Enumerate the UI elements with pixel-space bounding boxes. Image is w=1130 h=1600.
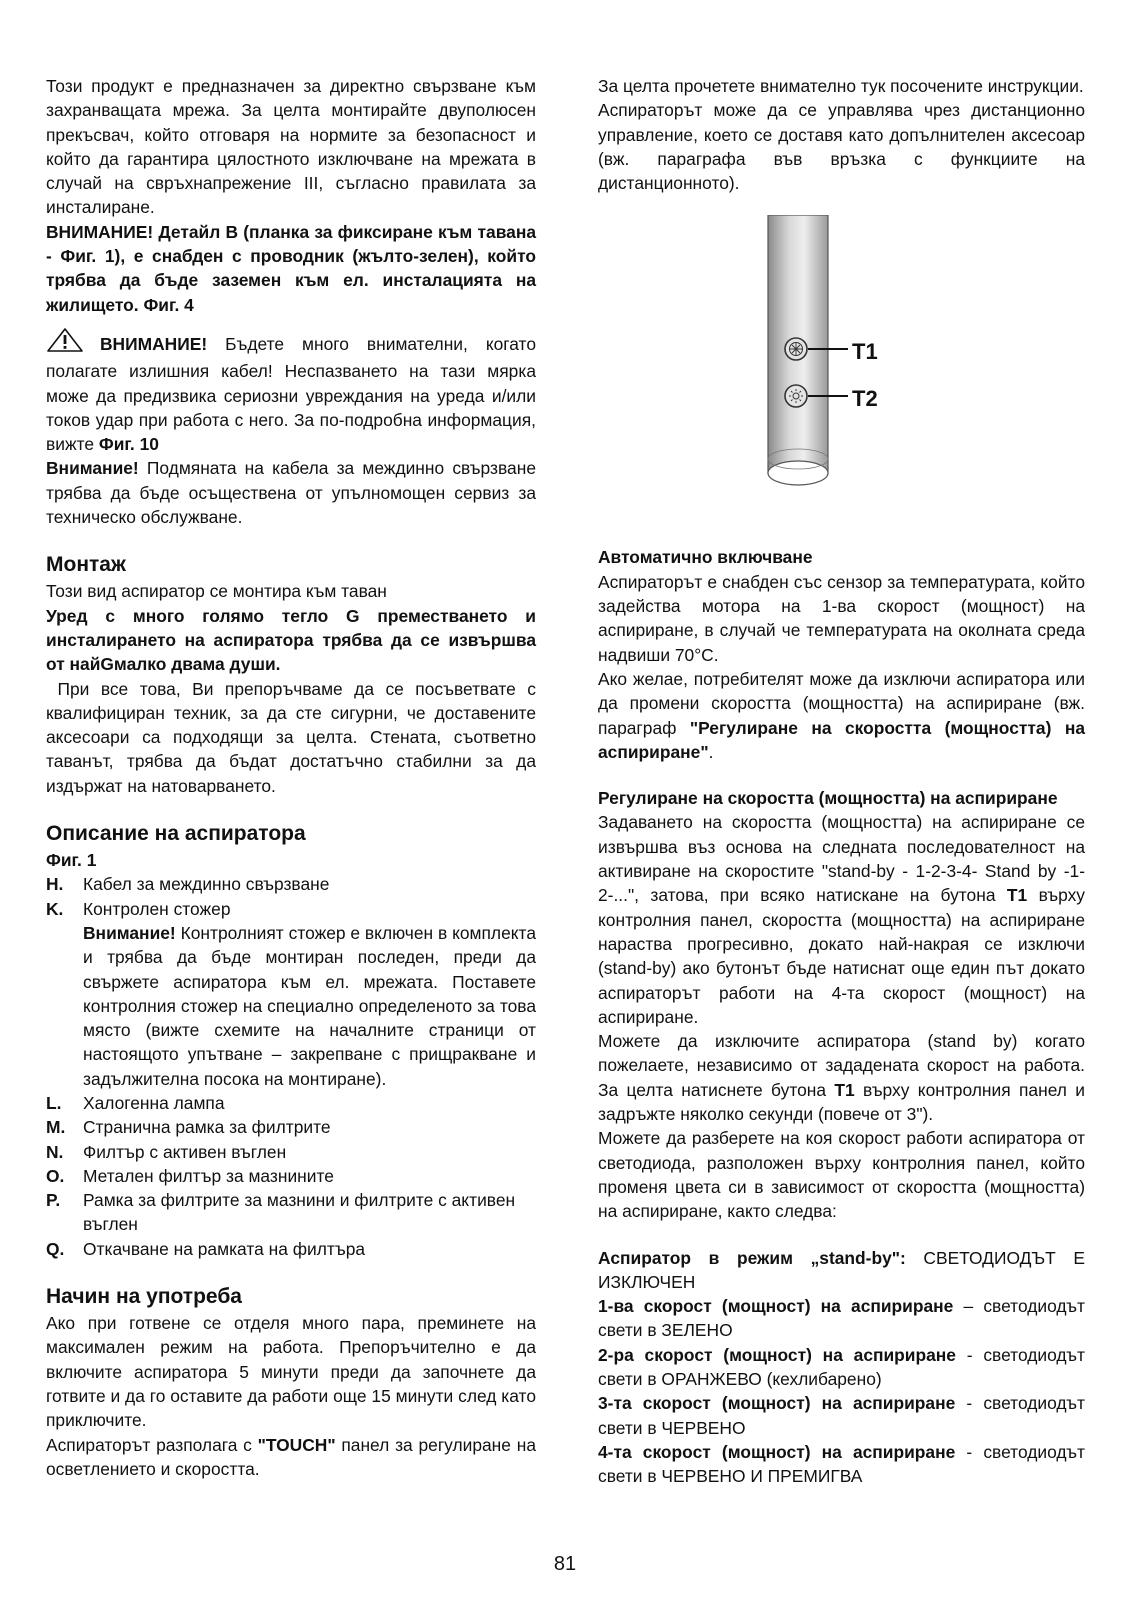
item-text: Контролен стожер <box>83 898 231 919</box>
touch-panel-paragraph <box>46 1433 536 1482</box>
list-item <box>46 1091 536 1115</box>
list-item <box>46 1140 536 1164</box>
cable-replacement-text: Подмяната на кабела за междинно свързване трябва да бъде осъществена от упълномощен сервиз за техническо обслужване. <box>46 458 536 528</box>
mode-lead: 3-та скорост (мощност) на аспириране <box>598 1393 956 1414</box>
item-key: L. <box>46 1092 62 1113</box>
fan-button-icon <box>785 338 807 360</box>
led-paragraph: Можете да разберете на коя скорост работи аспиратора от светодиода, разположен върху контролния панел, който променя цвета си в зависимост от скоростта (мощността) на аспириране, както следва: <box>598 1128 1085 1222</box>
item-key: Q. <box>46 1238 65 1259</box>
mode-lead: 4-та скорост (мощност) на аспириране <box>598 1441 956 1462</box>
control-stalk-note-text: Контролният стожер е включен в комплекта и трябва да бъде монтиран последен, преди да свържете аспиратора към ел. мрежата. Поставете контролния стожер на специално определеното за това място (вижте схемите на началните страници от настоящото упътване – закрепване с прищракване и задължителна посока на монтиране). <box>83 922 536 1089</box>
list-item <box>46 897 536 921</box>
standby-text-a: Можете да изключите аспиратора (stand by) когато пожелаете, независимо от зададената скорост на работа. За целта натиснете бутона <box>598 1031 1085 1100</box>
mode-item <box>598 1343 1085 1392</box>
t2-label: T2 <box>852 386 878 412</box>
auto-off-text-c: . <box>708 741 714 762</box>
remote-control-paragraph: Аспираторът може да се управлява чрез дистанционно управление, което се доставя като допълнителен аксесоар (вж. параграфа във връзка с функциите на дистанционното). <box>598 100 1085 194</box>
item-text: Метален филтър за мазнините <box>83 1165 334 1186</box>
cable-warning-text: Бъдете много внимателни, когато полагате излишния кабел! Неспазването на тази мярка може да предизвика сериозни увреждания на уреда и/или токов удар при работа с него. За по-подробна информация, вижте <box>46 333 536 455</box>
component-list <box>46 872 536 921</box>
auto-on-paragraph: Аспираторът е снабден със сензор за температурата, който задейства мотора на 1-ва скорост (мощност) на аспириране, в случай че температурата на околната среда надвиши 70°C. <box>598 571 1085 665</box>
item-text: Откачване на рамката на филтъра <box>83 1238 366 1259</box>
mode-item <box>598 1294 1085 1343</box>
warning-triangle-icon <box>46 327 84 359</box>
component-list-continued <box>46 1091 536 1261</box>
mode-item <box>598 1246 1085 1295</box>
list-item <box>46 1164 536 1188</box>
page-number: 81 <box>553 1553 577 1575</box>
item-key: P. <box>46 1190 61 1211</box>
speed-sequence-button: T1 <box>1006 885 1028 906</box>
auto-on-title: Автоматично включване <box>598 547 813 568</box>
usage-paragraph: Ако при готвене се отделя много пара, преминете на максимален режим на работа. Препоръчително е да включите аспиратора 5 минути преди да започнете да готвите и да го оставите да работи още 15 минути след като приключите. <box>46 1313 536 1431</box>
cable-replacement-note <box>46 456 536 529</box>
speed-sequence-paragraph <box>598 810 1085 1029</box>
item-text: Кабел за междинно свързване <box>83 874 330 895</box>
speed-sequence-text-c: върху контролния панел, скоростта (мощността) на аспириране нараства прогресивно, докато най-накрая се изключи (stand-by) ако бутонът бъде натиснат още един път докато аспираторът работи на 4-та скорост (мощност) на аспириране. <box>598 885 1085 1027</box>
cable-replacement-lead: Внимание! <box>46 458 139 479</box>
speed-regulation-title: Регулиране на скоростта (мощността) на аспириране <box>598 788 1058 809</box>
montazh-weight-warning: Уред с много голямо тегло G преместването и инсталирането на аспиратора трябва да се извършва от найGмалко двама души. <box>46 605 536 675</box>
mode-text: - светодиодът свети в ЧЕРВЕНО <box>598 1393 1085 1438</box>
item-key: O. <box>46 1165 65 1186</box>
item-text: Халогенна лампа <box>83 1092 225 1113</box>
montazh-intro: Този вид аспиратор се монтира към таван <box>46 581 387 602</box>
item-key: H. <box>46 874 64 895</box>
mode-text: – светодиодът свети в ЗЕЛЕНО <box>598 1296 1085 1341</box>
item-key: K. <box>46 898 64 919</box>
item-key: M. <box>46 1117 66 1138</box>
mode-item <box>598 1391 1085 1440</box>
mode-text: СВЕТОДИОДЪТ Е ИЗКЛЮЧЕН <box>598 1247 1085 1292</box>
cable-warning <box>46 327 536 456</box>
standby-text-c: върху контролния панел и задръжте няколко секунди (повече от 3"). <box>598 1079 1085 1125</box>
list-item <box>46 1115 536 1139</box>
list-item <box>46 872 536 896</box>
mode-text: - светодиодът свети в ЧЕРВЕНО И ПРЕМИГВА <box>598 1441 1085 1487</box>
auto-off-paragraph <box>598 667 1085 764</box>
touch-panel-text-a: Аспираторът разполага с <box>46 1434 258 1455</box>
cable-warning-fig: Фиг. 10 <box>98 434 159 455</box>
touch-panel-text-c: панел за регулиране на осветлението и скоростта. <box>46 1434 536 1479</box>
montazh-advice: При все това, Ви препоръчваме да се посъветвате с квалифициран техник, за да сте сигурни, че доставените аксесоари са подходящи за целта. Стената, съответно таванът, трябва да бъдат достатъчно стабилни за да издържат на натоварването. <box>46 678 541 796</box>
t1-label: T1 <box>852 339 878 365</box>
mode-lead: 2-ра скорост (мощност) на аспириране <box>598 1344 956 1365</box>
item-text: Странична рамка за филтрите <box>83 1117 331 1138</box>
item-text: Рамка за филтрите за мазнини и филтрите с активен въглен <box>83 1190 516 1235</box>
list-item <box>46 1188 536 1237</box>
standby-button: T1 <box>834 1079 855 1100</box>
mode-text: - светодиодът свети в ОРАНЖЕВО (кехлибарено) <box>598 1344 1085 1389</box>
mode-lead: 1-ва скорост (мощност) на аспириране <box>598 1296 954 1317</box>
mode-item <box>598 1440 1085 1489</box>
cable-warning-lead: ВНИМАНИЕ! <box>100 333 208 354</box>
item-key: N. <box>46 1141 64 1162</box>
mode-lead: Аспиратор в режим „stand-by": <box>598 1247 906 1268</box>
list-item <box>46 1237 536 1261</box>
touch-panel-label: "TOUCH" <box>257 1434 336 1455</box>
opisanie-figure-ref: Фиг. 1 <box>46 850 97 871</box>
auto-off-ref: "Регулиране на скоростта (мощността) на аспириране" <box>598 717 1085 762</box>
section-title-opisanie: Описание на аспиратора <box>46 822 306 846</box>
grounding-warning: ВНИМАНИЕ! Детайл B (планка за фиксиране към тавана - Фиг. 1), е снабден с проводник (жълто-зелен), който трябва да бъде заземен към ел. инсталацията на жилището. Фиг. 4 <box>46 221 536 315</box>
power-connection-paragraph: Този продукт е предназначен за директно свързване към захранващата мрежа. За целта монтирайте двуполюсен прекъсвач, който отговаря на нормите за безопасност и който да гарантира цялостното изключване на мрежата в случай на свръхнапрежение III, съгласно правилата за инсталиране. <box>46 76 536 218</box>
control-stalk-note-lead: Внимание! <box>83 922 176 943</box>
light-button-icon <box>785 385 807 407</box>
left-column <box>46 74 541 1481</box>
section-title-nachin: Начин на употреба <box>46 1285 242 1309</box>
control-stalk-note <box>46 921 536 1091</box>
right-column <box>598 74 1085 1488</box>
instructions-intro: За целта прочетете внимателно тук посочените инструкции. <box>598 76 1084 96</box>
control-stalk-diagram <box>598 215 1085 533</box>
control-stalk-figure <box>598 215 1085 533</box>
speed-sequence-text-a: Задаването на скоростта (мощността) на аспириране се извършва въз основа на следната последователност на активиране на скоростите "stand-by - 1-2-3-4- Stand by -1-2-...", затова, при всяко натискане на бутона <box>598 812 1085 906</box>
section-title-montazh: Монтаж <box>46 553 126 577</box>
standby-paragraph <box>598 1029 1085 1126</box>
auto-off-text-a: Ако желае, потребителят може да изключи аспиратора или да промени скоростта (мощността) на аспириране (вж. параграф <box>598 668 1085 738</box>
item-text: Филтър с активен въглен <box>83 1141 287 1162</box>
